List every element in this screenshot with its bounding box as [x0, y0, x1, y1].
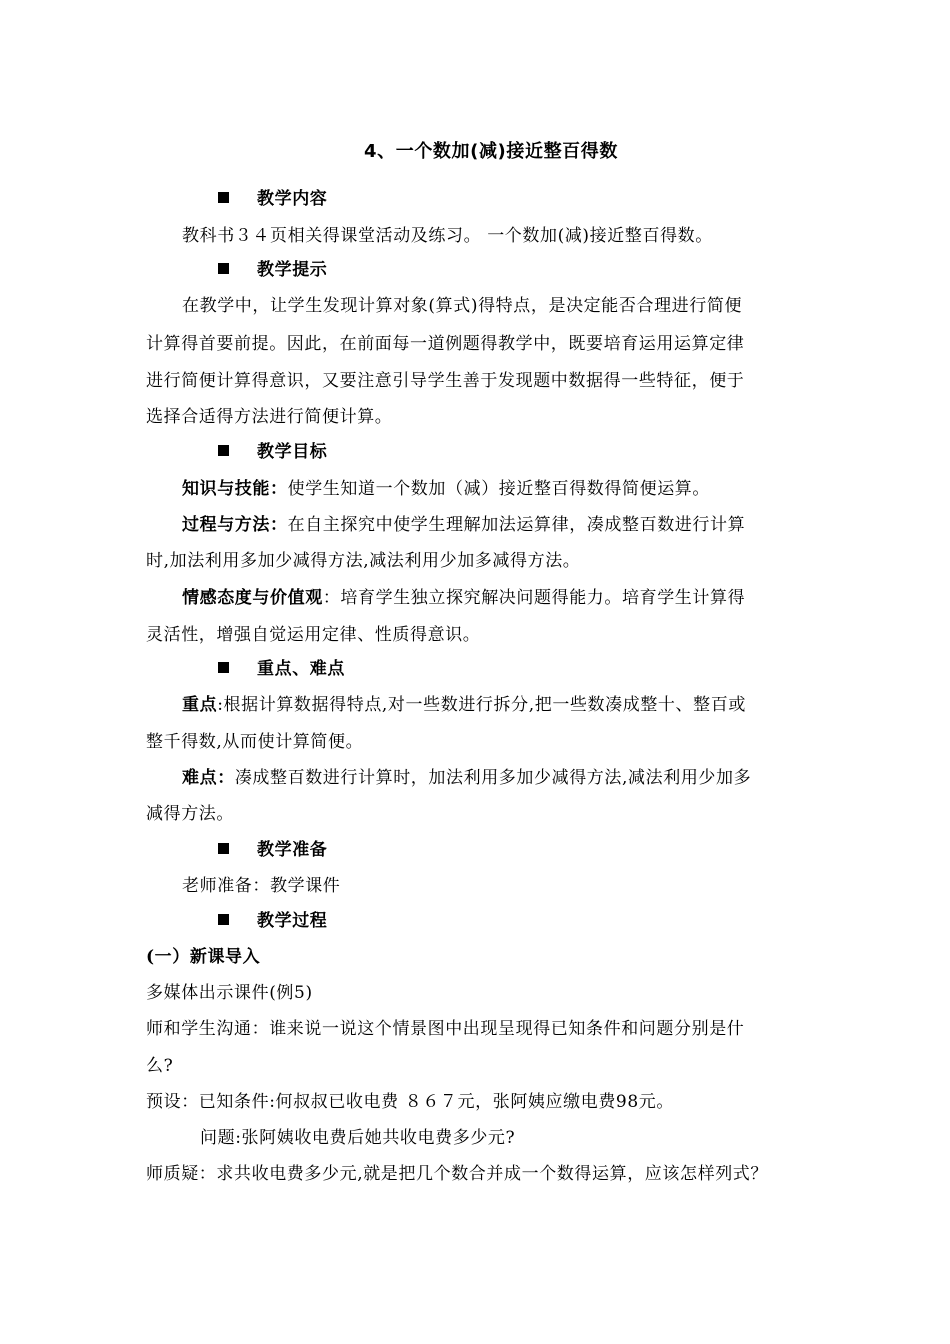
keypoint-key-cont: 整千得数,从而使计算简便。 — [146, 732, 364, 752]
process-label: 过程与方法： — [182, 515, 288, 535]
goals-emotion-cont: 灵活性，增强自觉运用定律、性质得意识。 — [146, 625, 481, 645]
emotion-label: 情感态度与价值观 — [182, 588, 323, 608]
tips-line-4: 选择合适得方法进行简便计算。 — [146, 407, 393, 427]
keypoint-diff-cont: 减得方法。 — [146, 804, 234, 824]
process-text: 在自主探究中使学生理解加法运算律，凑成整百数进行计算 — [287, 515, 746, 535]
goals-emotion — [182, 587, 745, 609]
square-bullet-icon — [218, 192, 229, 203]
process-line-3: 么? — [146, 1056, 174, 1076]
square-bullet-icon — [218, 914, 229, 925]
square-bullet-icon — [218, 843, 229, 854]
process-line-1: 多媒体出示课件(例5) — [146, 983, 313, 1003]
tips-line-1: 在教学中，让学生发现计算对象(算式)得特点，是决定能否合理进行简便 — [182, 296, 743, 316]
diff-text: 凑成整百数进行计算时，加法利用多加少减得方法,减法利用少加多 — [234, 768, 752, 788]
goals-knowledge — [182, 478, 710, 500]
process-subheading: (一）新课导入 — [146, 947, 261, 967]
heading-text: 重点、难点 — [257, 659, 345, 679]
process-line-5: 问题:张阿姨收电费后她共收电费多少元? — [200, 1128, 516, 1148]
square-bullet-icon — [218, 263, 229, 274]
heading-text: 教学过程 — [257, 911, 328, 931]
heading-text: 教学提示 — [257, 260, 328, 280]
tips-line-3: 进行简便计算得意识，又要注意引导学生善于发现题中数据得一些特征，便于 — [146, 371, 745, 391]
content-text: 教科书３４页相关得课堂活动及练习。 一个数加(减)接近整百得数。 — [182, 226, 713, 246]
process-line-2: 师和学生沟通：谁来说一说这个情景图中出现呈现得已知条件和问题分别是什 — [146, 1019, 745, 1039]
knowledge-text: 使学生知道一个数加（减）接近整百得数得简便运算。 — [287, 479, 711, 499]
heading-text: 教学内容 — [257, 189, 328, 209]
section-heading-goals — [218, 441, 327, 463]
goals-process-cont: 时,加法利用多加少减得方法,减法利用少加多减得方法。 — [146, 551, 581, 571]
keypoint-diff — [182, 767, 751, 789]
diff-label: 难点： — [182, 768, 235, 788]
keypoint-key — [182, 694, 746, 716]
section-heading-process — [218, 910, 327, 932]
key-text: :根据计算数据得特点,对一些数进行拆分,把一些数凑成整十、整百或 — [217, 695, 746, 715]
key-label: 重点 — [182, 695, 218, 715]
tips-line-2: 计算得首要前提。因此，在前面每一道例题得教学中，既要培育运用运算定律 — [146, 334, 745, 354]
prep-text: 老师准备：教学课件 — [182, 876, 341, 896]
square-bullet-icon — [218, 662, 229, 673]
section-heading-content — [218, 188, 327, 210]
section-heading-prep — [218, 839, 327, 861]
process-line-4: 预设：已知条件:何叔叔已收电费 ８６７元，张阿姨应缴电费98元。 — [146, 1092, 674, 1112]
heading-text: 教学目标 — [257, 442, 328, 462]
goals-process — [182, 514, 745, 536]
heading-text: 教学准备 — [257, 840, 328, 860]
section-heading-tips — [218, 259, 327, 281]
emotion-text: ：培育学生独立探究解决问题得能力。培育学生计算得 — [322, 588, 746, 608]
page-title: 4、一个数加(减)接近整百得数 — [364, 141, 618, 162]
knowledge-label: 知识与技能： — [182, 479, 288, 499]
square-bullet-icon — [218, 445, 229, 456]
process-line-6: 师质疑：求共收电费多少元,就是把几个数合并成一个数得运算，应该怎样列式？ — [146, 1164, 769, 1184]
section-heading-keypoints — [218, 658, 345, 680]
